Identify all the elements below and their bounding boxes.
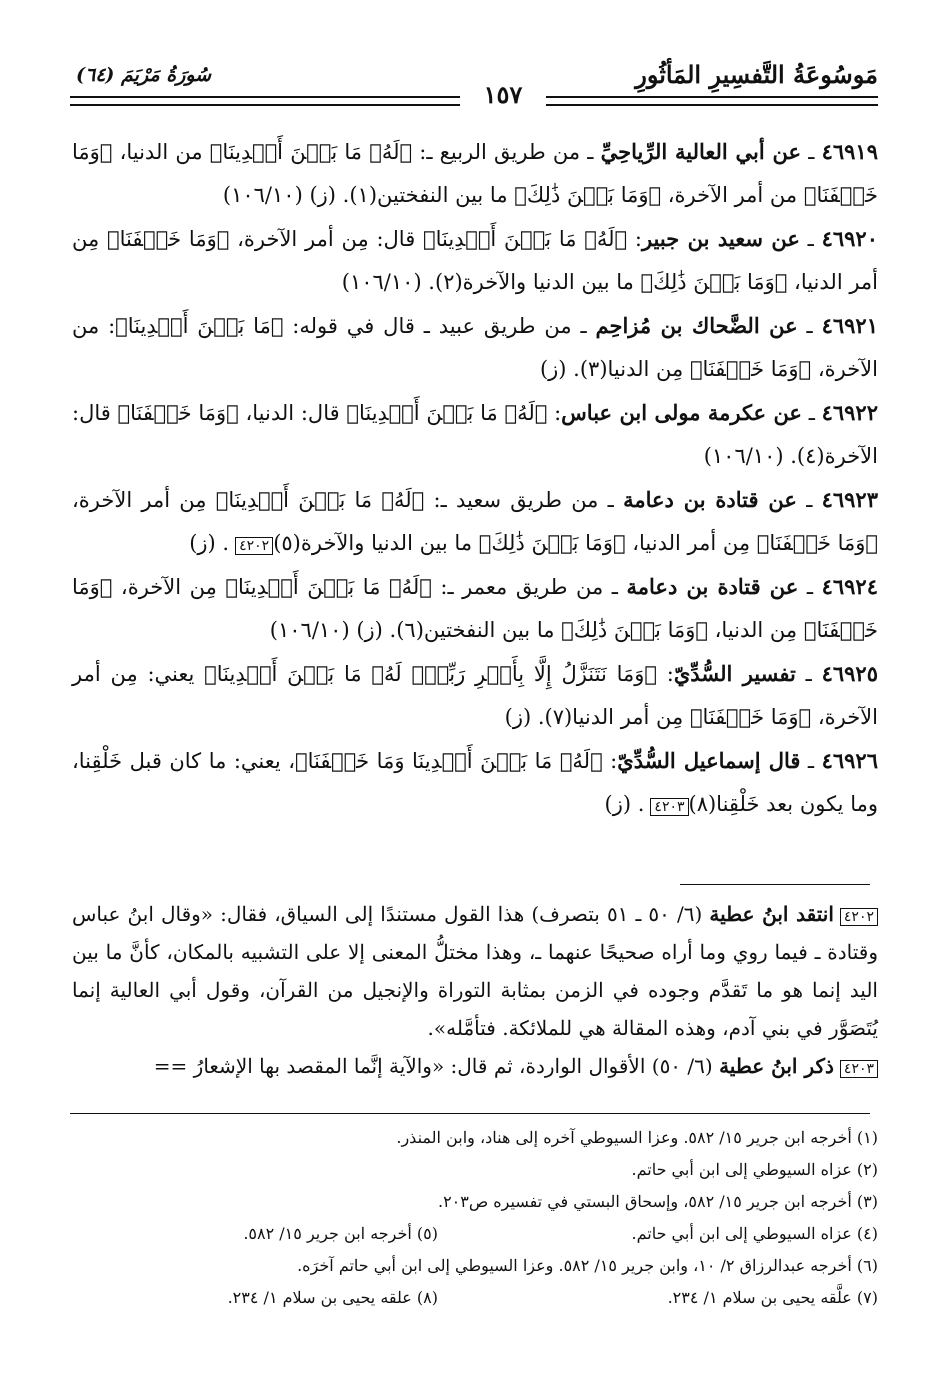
entry-number: ٤٦٩٢٦ xyxy=(821,748,878,773)
entry-number: ٤٦٩٢٥ xyxy=(821,661,878,686)
footnote: (١) أخرجه ابن جرير ١٥/ ٥٨٢. وعزا السيوطي آخره إلى هناد، وابن المنذر. xyxy=(396,1128,878,1147)
footnote: (٣) أخرجه ابن جرير ١٥/ ٥٨٢، وإسحاق البستي في تفسيره ص٢٠٣. xyxy=(437,1192,878,1211)
main-text xyxy=(72,130,878,826)
entry: ٤٦٩١٩ ـ عن أبي العالية الرِّياحِيِّ ـ من طريق الربيع ـ: ﴿لَهُۥ مَا بَيۡنَ أَيۡدِينَا﴾ من الدنيا، ﴿وَمَا خَلۡفَنَا﴾ من أمر الآخرة، ﴿وَمَا بَيۡنَ ذَٰلِكَ﴾ ما بين النفختين(١). (ز) (١٠٦/١٠) xyxy=(72,139,878,207)
commentary-lead: انتقد ابنُ عطية xyxy=(709,902,834,926)
commentary-separator xyxy=(680,884,870,885)
entry-tail: . (ز) xyxy=(604,792,645,816)
entry-text: : ﴿وَمَا نَتَنَزَّلُ إِلَّا بِأَمۡرِ رَبِّكَۖ لَهُۥ مَا بَيۡنَ أَيۡدِينَا﴾ يعني: مِن أمر الآخرة، ﴿وَمَا خَلۡفَنَا﴾ مِن أمر الدنيا(٧). (ز) xyxy=(72,662,878,729)
entry: ٤٦٩٢٦ ـ قال إسماعيل السُّدِّيّ: ﴿لَهُۥ مَا بَيۡنَ أَيۡدِينَا وَمَا خَلۡفَنَا﴾، يعني: ما كان قبل خَلْقِنا، وما يكون بعد خَلْقِنا(٨)٤٢٠٣. (ز) xyxy=(72,748,878,816)
entry-lead: عن قتادة بن دعامة xyxy=(623,487,797,512)
footnotes-separator xyxy=(70,1113,870,1114)
footnote: (٥) أخرجه ابن جرير ١٥/ ٥٨٢. xyxy=(243,1224,438,1243)
footnotes xyxy=(72,1122,878,1314)
commentary-text: (٦/ ٥٠ ـ ٥١ بتصرف) هذا القول مستندًا إلى السياق، فقال: «وقال ابنُ عباس وقتادة ـ فيما روي وما أراه صحيحًا عنهما ـ، وهذا مختلُّ المعنى إلا على التشبيه بالمكان، كأنَّ ما بين اليد إنما هو ما تَقدَّم وجوده في الزمن بمثابة التوراة والإنجيل من القرآن، وقول أبي العالية إنما يُتَصَوَّر في بني آدم، وهذه المقالة هي للملائكة. فتأمَّله». xyxy=(72,902,878,1040)
entry: ٤٦٩٢٠ ـ عن سعيد بن جبير: ﴿لَهُۥ مَا بَيۡنَ أَيۡدِينَا﴾ قال: مِن أمر الآخرة، ﴿وَمَا خَلۡفَنَا﴾ مِن أمر الدنيا، ﴿وَمَا بَيۡنَ ذَٰلِكَ﴾ ما بين الدنيا والآخرة(٢). (١٠٦/١٠) xyxy=(72,226,878,294)
entry: ٤٦٩٢٥ ـ تفسير السُّدِّيّ: ﴿وَمَا نَتَنَزَّلُ إِلَّا بِأَمۡرِ رَبِّكَۖ لَهُۥ مَا بَيۡنَ أَيۡدِينَا﴾ يعني: مِن أمر الآخرة، ﴿وَمَا خَلۡفَنَا﴾ مِن أمر الدنيا(٧). (ز) xyxy=(72,661,878,729)
entry-lead: عن أبي العالية الرِّياحِيِّ xyxy=(600,139,802,164)
entry: ٤٦٩٢١ ـ عن الضَّحاك بن مُزاحِم ـ من طريق عبيد ـ قال في قوله: ﴿مَا بَيۡنَ أَيۡدِينَا﴾: من الآخرة، ﴿وَمَا خَلۡفَنَا﴾ مِن الدنيا(٣). (ز) xyxy=(72,313,878,381)
entry-lead: عن عكرمة مولى ابن عباس xyxy=(561,400,802,425)
footnote: (٤) عزاه السيوطي إلى ابن أبي حاتم. xyxy=(631,1224,878,1243)
entry-lead: قال إسماعيل السُّدِّيّ xyxy=(617,748,801,773)
entry: ٤٦٩٢٢ ـ عن عكرمة مولى ابن عباس: ﴿لَهُۥ مَا بَيۡنَ أَيۡدِينَا﴾ قال: الدنيا، ﴿وَمَا خَلۡفَنَا﴾ قال: الآخرة(٤). (١٠٦/١٠) xyxy=(72,400,878,468)
entry-number: ٤٦٩٢٠ xyxy=(821,226,878,251)
commentary-paragraph xyxy=(72,1047,878,1085)
commentary-ref-badge[interactable]: ٤٢٠٣ xyxy=(650,798,688,816)
entry-text: : ﴿لَهُۥ مَا بَيۡنَ أَيۡدِينَا﴾ قال: الدنيا، ﴿وَمَا خَلۡفَنَا﴾ قال: الآخرة(٤). (١٠٦/١٠) xyxy=(72,401,878,468)
entry-number: ٤٦٩٢٢ xyxy=(821,400,878,425)
book-title: مَوسُوعَةُ التَّفسِيرِ المَأثُورِ xyxy=(635,60,878,89)
header-rule-left xyxy=(70,96,460,106)
entry-lead: عن الضَّحاك بن مُزاحِم xyxy=(595,313,798,338)
commentary-ref-badge: ٤٢٠٢ xyxy=(840,908,878,926)
entry-lead: تفسير السُّدِّيّ xyxy=(673,661,796,686)
footnote-row xyxy=(72,1218,878,1250)
footnote-row xyxy=(72,1282,878,1314)
entry-number: ٤٦٩٢٣ xyxy=(821,487,878,512)
commentary-section xyxy=(72,895,878,1085)
entry-text: ـ من طريق سعيد ـ: ﴿لَهُۥ مَا بَيۡنَ أَيۡدِينَا﴾ مِن أمر الآخرة، ﴿وَمَا خَلۡفَنَا﴾ مِن أمر الدنيا، ﴿وَمَا بَيۡنَ ذَٰلِكَ﴾ ما بين الدنيا والآخرة(٥) xyxy=(72,488,878,555)
commentary-ref-badge: ٤٢٠٣ xyxy=(840,1060,878,1078)
entry-text: : ﴿لَهُۥ مَا بَيۡنَ أَيۡدِينَا وَمَا خَلۡفَنَا﴾، يعني: ما كان قبل خَلْقِنا، وما يكون بعد خَلْقِنا(٨) xyxy=(72,749,878,816)
commentary-lead: ذكر ابنُ عطية xyxy=(719,1054,834,1078)
commentary-text: (٦/ ٥٠) الأقوال الواردة، ثم قال: «والآية إنَّما المقصد بها الإشعارُ == xyxy=(153,1054,720,1078)
commentary-ref-badge[interactable]: ٤٢٠٢ xyxy=(235,537,273,555)
entry: ٤٦٩٢٤ ـ عن قتادة بن دعامة ـ من طريق معمر ـ: ﴿لَهُۥ مَا بَيۡنَ أَيۡدِينَا﴾ مِن الآخرة، ﴿وَمَا خَلۡفَنَا﴾ مِن الدنيا، ﴿وَمَا بَيۡنَ ذَٰلِكَ﴾ ما بين النفختين(٦). (ز) (١٠٦/١٠) xyxy=(72,574,878,642)
commentary-paragraph xyxy=(72,895,878,1047)
entry-number: ٤٦٩٢١ xyxy=(821,313,878,338)
footnote: (٢) عزاه السيوطي إلى ابن أبي حاتم. xyxy=(631,1160,878,1179)
entry-text: ـ من طريق الربيع ـ: ﴿لَهُۥ مَا بَيۡنَ أَيۡدِينَا﴾ من الدنيا، ﴿وَمَا خَلۡفَنَا﴾ من أمر الآخرة، ﴿وَمَا بَيۡنَ ذَٰلِكَ﴾ ما بين النفختين(١). (ز) (١٠٦/١٠) xyxy=(72,140,878,207)
entry-number: ٤٦٩٢٤ xyxy=(821,574,878,599)
entry-tail: . (ز) xyxy=(189,531,230,555)
entry-number: ٤٦٩١٩ xyxy=(821,139,878,164)
surah-name: سُورَةُ مَرْيَمَ (٦٤) xyxy=(76,64,212,86)
entry-text: ـ من طريق معمر ـ: ﴿لَهُۥ مَا بَيۡنَ أَيۡدِينَا﴾ مِن الآخرة، ﴿وَمَا خَلۡفَنَا﴾ مِن الدنيا، ﴿وَمَا بَيۡنَ ذَٰلِكَ﴾ ما بين النفختين(٦). (ز) (١٠٦/١٠) xyxy=(72,575,878,642)
entry-text: : ﴿لَهُۥ مَا بَيۡنَ أَيۡدِينَا﴾ قال: مِن أمر الآخرة، ﴿وَمَا خَلۡفَنَا﴾ مِن أمر الدنيا، ﴿وَمَا بَيۡنَ ذَٰلِكَ﴾ ما بين الدنيا والآخرة(٢). (١٠٦/١٠) xyxy=(72,227,878,294)
header-rule-right xyxy=(546,96,878,106)
footnote: (٨) علقه يحيى بن سلام ١/ ٢٣٤. xyxy=(227,1288,438,1307)
entry: ٤٦٩٢٣ ـ عن قتادة بن دعامة ـ من طريق سعيد ـ: ﴿لَهُۥ مَا بَيۡنَ أَيۡدِينَا﴾ مِن أمر الآخرة، ﴿وَمَا خَلۡفَنَا﴾ مِن أمر الدنيا، ﴿وَمَا بَيۡنَ ذَٰلِكَ﴾ ما بين الدنيا والآخرة(٥)٤٢٠٢. (ز) xyxy=(72,487,878,555)
entry-lead: عن سعيد بن جبير xyxy=(641,226,800,251)
page-number: ١٥٧ xyxy=(483,80,523,109)
footnote: (٧) علَّقه يحيى بن سلام ١/ ٢٣٤. xyxy=(667,1288,878,1307)
entry-lead: عن قتادة بن دعامة xyxy=(626,574,799,599)
footnote: (٦) أخرجه عبدالرزاق ٢/ ١٠، وابن جرير ١٥/ ٥٨٢. وعزا السيوطي إلى ابن أبي حاتم آخرَه. xyxy=(297,1256,878,1275)
page-header xyxy=(70,52,878,116)
entry-text: ـ من طريق عبيد ـ قال في قوله: ﴿مَا بَيۡنَ أَيۡدِينَا﴾: من الآخرة، ﴿وَمَا خَلۡفَنَا﴾ مِن الدنيا(٣). (ز) xyxy=(72,314,878,381)
